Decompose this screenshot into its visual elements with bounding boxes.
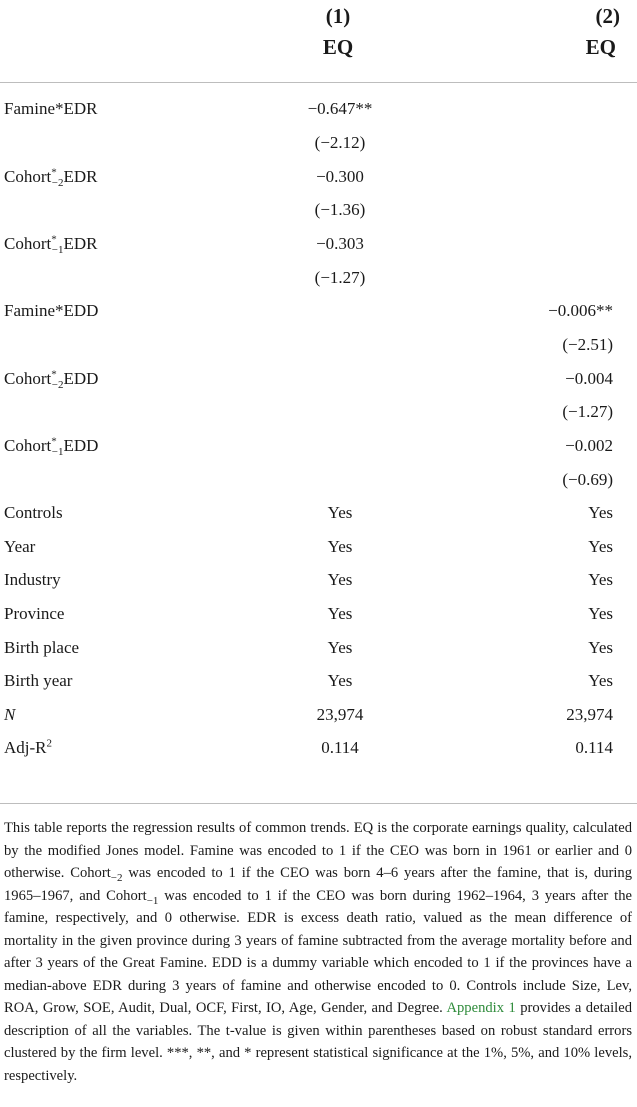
value-controls-2: Yes (588, 503, 613, 522)
table-bottom-rule (0, 803, 637, 804)
value-birth-year-1: Yes (327, 671, 353, 690)
value-birth-place-2: Yes (588, 638, 613, 657)
value-industry-1: Yes (327, 570, 353, 589)
tstat-cohort1-edr-1: (−1.27) (314, 268, 366, 287)
value-cohort2-edr-1: −0.300 (316, 167, 364, 186)
value-cohort2-edd-2: −0.004 (565, 369, 613, 388)
col2-label: EQ (585, 35, 616, 59)
row-label-cohort2-edr: Cohort*$_{-2}$EDR (4, 166, 98, 190)
col2-number: (2) (595, 4, 620, 28)
col1-label: EQ (322, 35, 354, 59)
value-n-1: 23,974 (316, 705, 364, 724)
row-label-n: N (4, 705, 16, 724)
row-label-industry: Industry (4, 570, 61, 589)
value-famine-edr-1: −0.647** (307, 99, 373, 118)
row-label-famine-edr: Famine*EDR (4, 99, 98, 118)
row-label-controls: Controls (4, 503, 63, 522)
tstat-cohort2-edd-2: (−1.27) (562, 402, 613, 421)
row-label-cohort1-edd: Cohort*$_{-1}$EDD (4, 435, 99, 459)
value-birth-place-1: Yes (327, 638, 353, 657)
tstat-famine-edd-2: (−2.51) (562, 335, 613, 354)
value-year-1: Yes (327, 537, 353, 556)
value-n-2: 23,974 (566, 705, 613, 724)
value-controls-1: Yes (327, 503, 353, 522)
tstat-cohort1-edd-2: (−0.69) (562, 470, 613, 489)
value-province-2: Yes (588, 604, 613, 623)
row-label-province: Province (4, 604, 65, 623)
value-province-1: Yes (327, 604, 353, 623)
tstat-famine-edr-1: (−2.12) (314, 133, 366, 152)
row-label-famine-edd: Famine*EDD (4, 301, 99, 320)
row-label-cohort2-edd: Cohort*$_{-2}$EDD (4, 368, 99, 392)
row-label-year: Year (4, 537, 36, 556)
row-label-cohort1-edr: Cohort*$_{-1}$EDR (4, 233, 98, 257)
col1-number: (1) (325, 4, 351, 28)
value-cohort1-edr-1: −0.303 (316, 234, 364, 253)
table-footnote: This table reports the regression results of common trends. EQ is the corporate earnings quality, calculated by the modified Jones model. Famine was encoded to 1 if the CEO was born in 1961 or earlier and 0 otherwise. Cohort$_{-2}$ was encoded to 1 if the CEO was born 4–6 years after the famine, that is, during 1965–1967, and Cohort$_{-1}$ was encoded to 1 if the CEO was born during 1962–1964, 3 years after the famine, respectively, and 0 otherwise. EDR is excess death ratio, valued as the mean difference of mortality in the given province during 3 years of famine subtracted from the average mortality before and after 3 years of the Great Famine. EDD is a dummy variable which encoded to 1 if the provinces have a median-above EDR during 3 years of famine and otherwise encoded to 0. Controls include Size, Lev, ROA, Grow, SOE, Audit, Dual, OCF, First, IO, Age, Gender, and Degree. Appendix 1 provides a detailed description of all the variables. The t-value is given within parentheses based on robust standard errors clustered by the firm level. ***, **, and * represent statistical significance at the 1%, 5%, and 10% levels, respectively. (4, 820, 633, 1084)
row-label-adj-r2: Adj-$R^2$ (4, 737, 52, 757)
row-label-birth-place: Birth place (4, 638, 80, 657)
value-adj-r2-2: 0.114 (575, 738, 613, 757)
value-year-2: Yes (588, 537, 613, 556)
value-famine-edd-2: −0.006** (548, 301, 613, 320)
header-rule (0, 82, 637, 83)
value-birth-year-2: Yes (588, 671, 613, 690)
row-label-birth-year: Birth year (4, 671, 73, 690)
value-industry-2: Yes (588, 570, 613, 589)
appendix-1-link[interactable]: Appendix 1 (446, 1000, 516, 1016)
tstat-cohort2-edr-1: (−1.36) (314, 200, 366, 219)
value-cohort1-edd-2: −0.002 (565, 436, 613, 455)
value-adj-r2-1: 0.114 (321, 738, 359, 757)
